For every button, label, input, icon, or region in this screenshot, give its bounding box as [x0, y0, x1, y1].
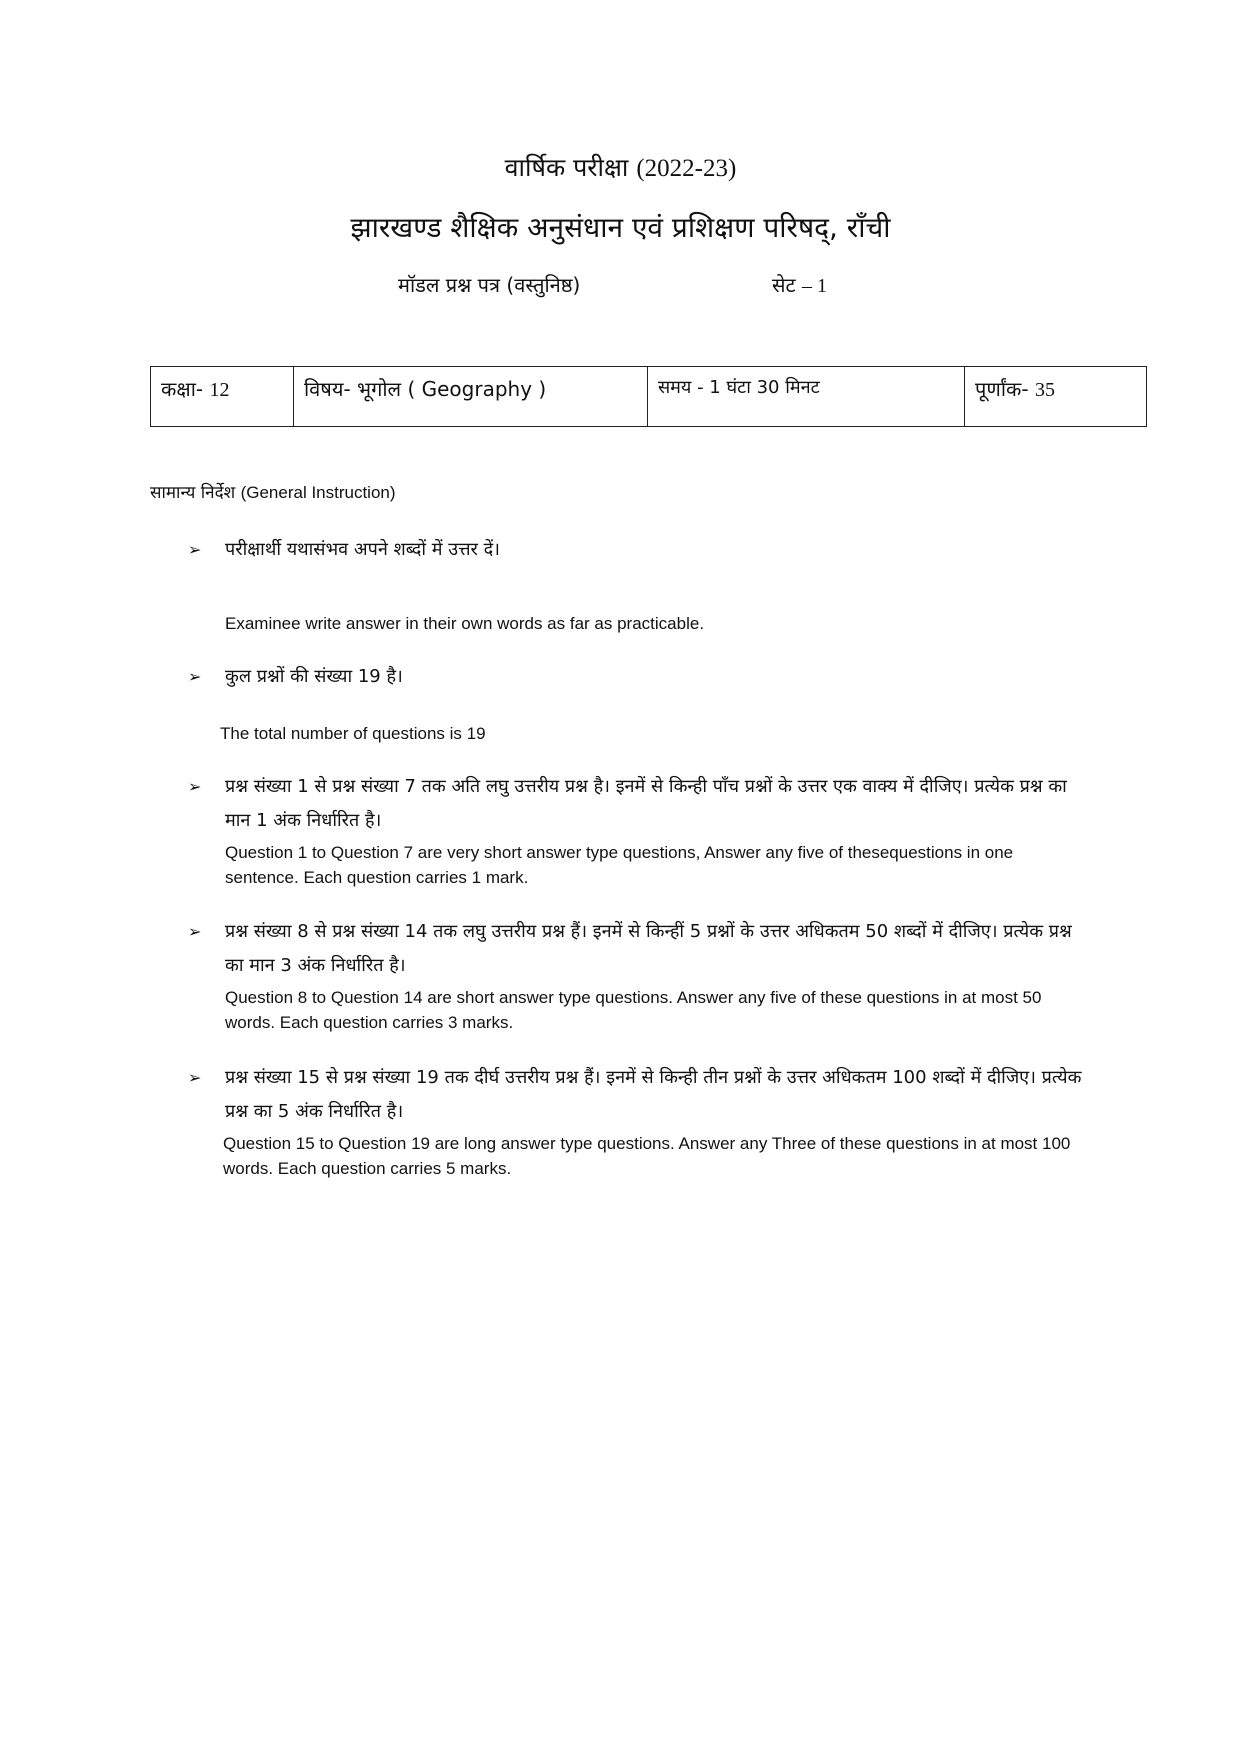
marks-cell: [965, 367, 1147, 427]
instructions-heading-hindi: सामान्य निर्देश: [150, 483, 236, 503]
class-value: 12: [209, 379, 230, 401]
instructions-heading-english: (General Instruction): [240, 483, 396, 502]
council-name: झारखण्ड शैक्षिक अनुसंधान एवं प्रशिक्षण परिषद्, राँची: [350, 211, 891, 244]
arrow-bullet-icon: ➢: [188, 1068, 202, 1087]
subject-cell: विषय- भूगोल ( Geography ): [294, 367, 648, 427]
marks-value: 35: [1034, 379, 1055, 401]
arrow-bullet-icon: ➢: [188, 922, 202, 941]
marks-label: पूर्णांक-: [975, 377, 1029, 401]
instruction-english: Examinee write answer in their own words as far as practicable.: [225, 614, 705, 633]
class-label: कक्षा-: [161, 377, 204, 401]
arrow-bullet-icon: ➢: [188, 667, 202, 686]
instruction-hindi: प्रश्न संख्या 1 से प्रश्न संख्या 7 तक अति लघु उत्तरीय प्रश्न है। इनमें से किन्ही पाँच प्रश्नों के उत्तर एक वाक्य में दीजिए। प्रत्येक प्रश्न का मान 1 अंक निर्धारित है।: [225, 776, 1067, 831]
instruction-english: Question 15 to Question 19 are long answer type questions. Answer any Three of these questions in at most 100 words. Each question carries 5 marks.: [223, 1134, 1071, 1178]
instruction-english: The total number of questions is 19: [220, 724, 486, 743]
paper-type: मॉडल प्रश्न पत्र (वस्तुनिष्ठ): [398, 273, 581, 297]
arrow-bullet-icon: ➢: [188, 777, 202, 796]
instruction-hindi: कुल प्रश्नों की संख्या 19 है।: [225, 666, 403, 687]
instruction-hindi: प्रश्न संख्या 15 से प्रश्न संख्या 19 तक दीर्घ उत्तरीय प्रश्न हैं। इनमें से किन्ही तीन प्रश्नों के उत्तर अधिकतम 100 शब्दों में दीजिए। प्रत्येक प्रश्न का 5 अंक निर्धारित है।: [225, 1067, 1082, 1122]
set-number: [772, 271, 827, 298]
instruction-hindi: परीक्षार्थी यथासंभव अपने शब्दों में उत्तर दें।: [225, 539, 500, 560]
arrow-bullet-icon: ➢: [188, 540, 202, 559]
exam-title: [0, 150, 1241, 184]
instruction-hindi: प्रश्न संख्या 8 से प्रश्न संख्या 14 तक लघु उत्तरीय प्रश्न हैं। इनमें से किन्हीं 5 प्रश्नों के उत्तर अधिकतम 50 शब्दों में दीजिए। प्रत्येक प्रश्न का मान 3 अंक निर्धारित है।: [225, 921, 1072, 976]
instructions-heading: [150, 480, 396, 503]
class-cell: [151, 367, 294, 427]
time-cell: समय - 1 घंटा 30 मिनट: [648, 367, 965, 427]
instruction-english: Question 1 to Question 7 are very short answer type questions, Answer any five of thesequestions in one sentence. Each question carries 1 mark.: [225, 843, 1014, 887]
set-value: – 1: [801, 275, 827, 297]
instruction-english: Question 8 to Question 14 are short answer type questions. Answer any five of these questions in at most 50 words. Each question carries 3 marks.: [225, 988, 1042, 1032]
exam-title-hindi: वार्षिक परीक्षा: [504, 153, 629, 182]
set-label: सेट: [772, 273, 796, 297]
exam-year: (2022-23): [636, 155, 737, 182]
exam-info-table: [150, 366, 1147, 427]
